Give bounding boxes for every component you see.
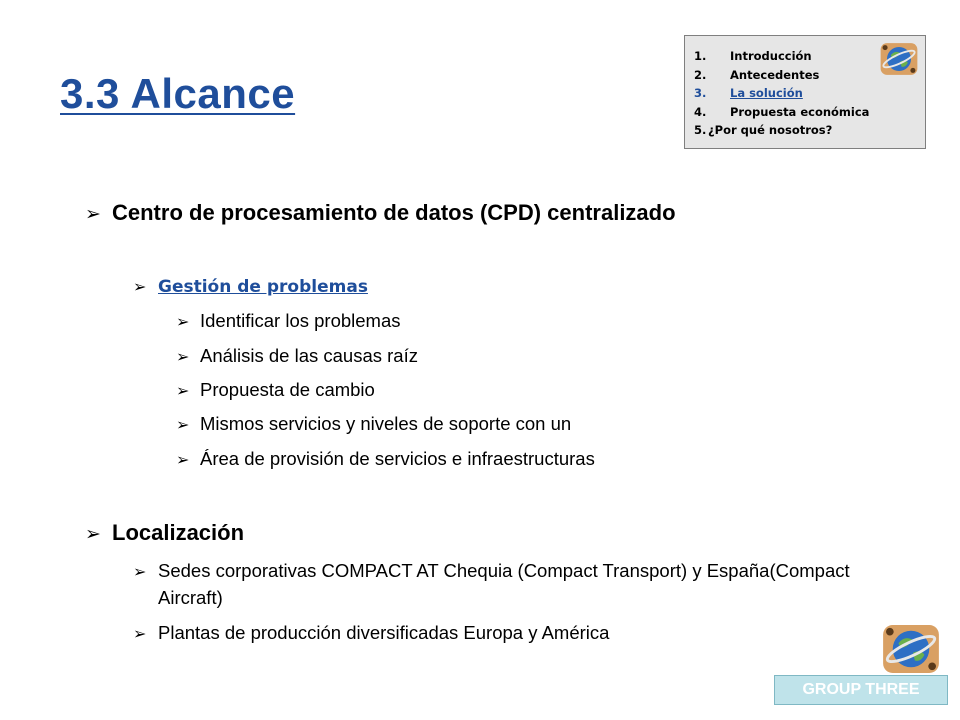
arrow-bullet-icon: ➢ [176, 381, 190, 400]
arrow-bullet-icon: ➢ [176, 347, 190, 366]
globe-icon [880, 42, 918, 76]
toc-item-introduccion[interactable]: 1. Introducción [694, 49, 812, 63]
gestion-problemas-link[interactable]: Gestión de problemas [158, 277, 368, 297]
list-item: ➢ Área de provisión de servicios e infraestructuras [176, 448, 595, 469]
arrow-bullet-icon: ➢ [176, 312, 190, 331]
arrow-bullet-icon: ➢ [133, 277, 147, 296]
list-item: ➢ Análisis de las causas raíz [176, 345, 418, 366]
arrow-bullet-icon: ➢ [176, 450, 190, 469]
list-item: ➢ Plantas de producción diversificadas Europa y América [133, 622, 610, 643]
list-item: ➢ Identificar los problemas [176, 310, 401, 331]
cpd-heading: Centro de procesamiento de datos (CPD) centralizado [112, 200, 676, 225]
list-item: ➢ Sedes corporativas COMPACT AT Chequia (Compact Transport) y España(Compact Aircraft) [133, 560, 850, 608]
arrow-bullet-icon: ➢ [176, 415, 190, 434]
globe-icon [880, 624, 942, 674]
toc-item-antecedentes[interactable]: 2. Antecedentes [694, 67, 820, 82]
arrow-bullet-icon: ➢ [85, 203, 101, 225]
group-three-badge: GROUP THREE [774, 675, 948, 705]
list-item: ➢ Propuesta de cambio [176, 379, 375, 400]
arrow-bullet-icon: ➢ [133, 562, 147, 581]
toc-item-por-que-nosotros[interactable]: 5. ¿Por qué nosotros? [694, 123, 833, 137]
toc-item-propuesta-economica[interactable]: 4. Propuesta económica [694, 104, 870, 119]
toc-item-la-solucion[interactable]: 3. La solución [694, 86, 803, 100]
localizacion-heading: Localización [112, 520, 245, 545]
arrow-bullet-icon: ➢ [133, 624, 147, 643]
bullet-localizacion [85, 520, 244, 546]
arrow-bullet-icon: ➢ [85, 523, 101, 545]
bullet-cpd [85, 200, 676, 226]
bullet-gestion [133, 275, 368, 297]
list-item: ➢ Mismos servicios y niveles de soporte con un [176, 413, 572, 434]
slide-title: 3.3 Alcance [60, 70, 296, 117]
